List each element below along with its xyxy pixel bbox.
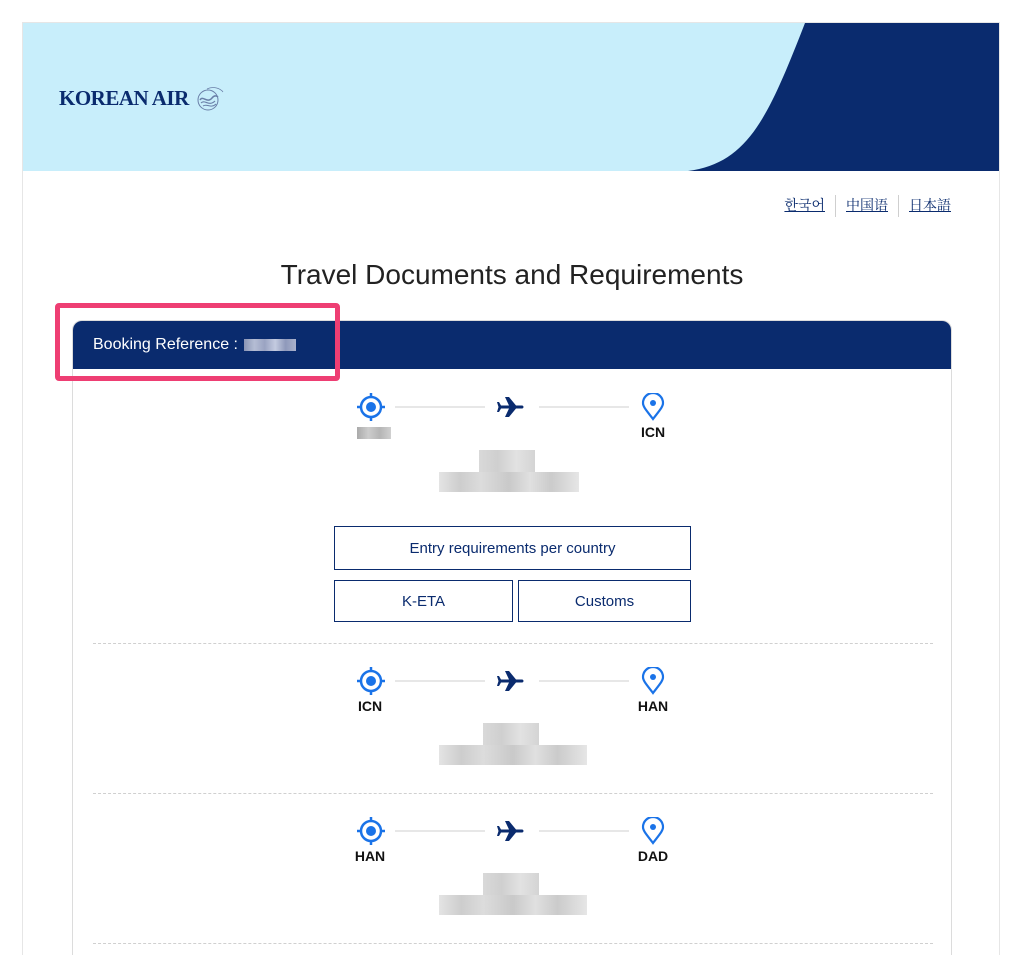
entry-requirements-button[interactable]: Entry requirements per country [334,526,691,570]
lang-link-japanese[interactable]: 日本語 [898,195,951,217]
lang-link-chinese[interactable]: 中国语 [835,195,898,217]
taegeuk-swirl-icon [193,83,227,113]
booking-card [72,320,952,955]
target-icon [357,667,385,695]
customs-button[interactable]: Customs [518,580,691,622]
airplane-icon [497,397,524,417]
segment-divider [93,943,933,944]
route-line [357,393,669,423]
segment-divider [93,643,933,644]
page-title: Travel Documents and Requirements [280,259,744,290]
destination-code: DAD [637,848,669,864]
flight-info-redacted [439,873,589,917]
lang-link-korean[interactable]: 한국어 [784,198,825,214]
destination-code: HAN [637,698,669,714]
airplane-icon [497,821,524,841]
target-icon [357,817,385,845]
k-eta-button[interactable]: K-ETA [334,580,513,622]
location-pin-icon [643,667,663,693]
email-page [22,22,1000,955]
logo-text: KOREAN AIR [59,85,189,110]
language-links [784,195,951,217]
route-line [357,817,669,847]
segment-divider [93,793,933,794]
origin-code-redacted [357,427,391,439]
destination-code: ICN [640,424,666,440]
flight-info-redacted [439,723,589,767]
header-banner [23,23,1000,171]
airplane-icon [497,671,524,691]
flight-info-redacted [439,450,589,494]
route-line [357,667,669,697]
origin-code: HAN [354,848,386,864]
korean-air-logo [59,83,227,113]
booking-reference-highlight-box [55,303,340,381]
booking-reference-label: Booking Reference : [93,336,238,353]
target-icon [357,393,385,421]
location-pin-icon [643,393,663,419]
origin-code: ICN [357,698,383,714]
location-pin-icon [643,817,663,843]
